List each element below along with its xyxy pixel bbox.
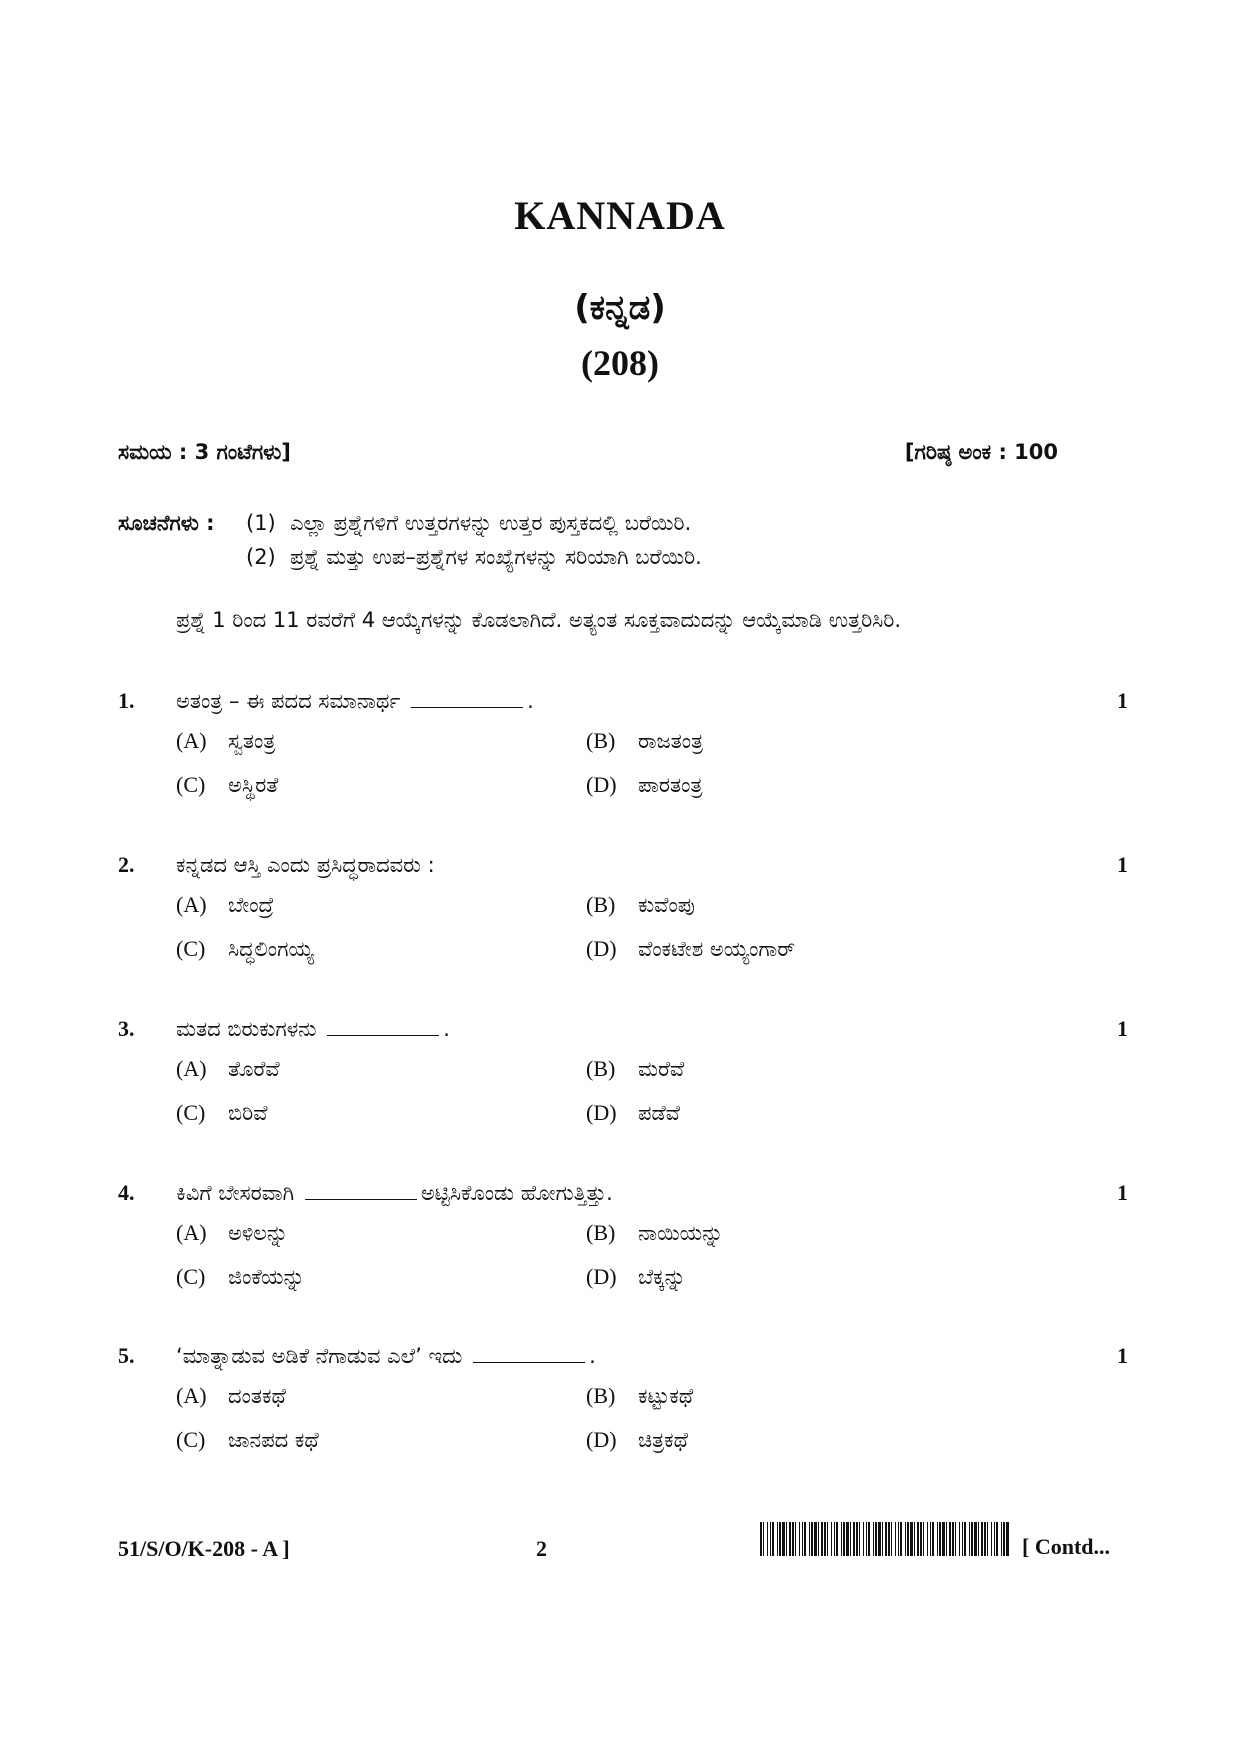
option-text: ಜಾನಪದ ಕಥೆ — [228, 1428, 319, 1452]
option-letter: (B) — [586, 728, 616, 753]
option-letter: (A) — [176, 1383, 207, 1408]
question-number: 3. — [118, 1016, 135, 1041]
option-text: ಕುವೆಂಪು — [638, 893, 695, 917]
option-letter: (A) — [176, 892, 207, 917]
page-number: 2 — [536, 1536, 547, 1561]
instruction-text: ಪ್ರಶ್ನೆ ಮತ್ತು ಉಪ–ಪ್ರಶ್ನೆಗಳ ಸಂಖ್ಯೆಗಳನ್ನು ಸರಿಯಾಗಿ ಬರೆಯಿರಿ. — [290, 545, 702, 569]
answer-option — [586, 1383, 996, 1417]
answer-option — [586, 772, 996, 806]
option-text: ಬಿರಿವೆ — [228, 1101, 268, 1125]
option-text: ಜಿಂಕೆಯನ್ನು — [228, 1265, 305, 1289]
instructions-heading: ಸೂಚನೆಗಳು : — [118, 511, 215, 535]
barcode-icon — [760, 1522, 1015, 1556]
option-letter: (C) — [176, 1100, 206, 1125]
instructions — [118, 506, 702, 574]
answer-option — [586, 936, 996, 970]
option-letter: (B) — [586, 892, 616, 917]
question — [118, 852, 1128, 970]
answer-option — [176, 1100, 586, 1134]
option-letter: (B) — [586, 1056, 616, 1081]
question-marks: 1 — [1117, 1180, 1128, 1205]
question-marks: 1 — [1117, 1343, 1128, 1368]
answer-option — [176, 936, 586, 970]
maximum-marks: [ಗರಿಷ್ಠ ಅಂಕ : 100 — [904, 440, 1058, 464]
paper-code: 51/S/O/K-208 - A ] — [118, 1536, 290, 1561]
answer-option — [176, 1220, 586, 1254]
answer-option — [176, 892, 586, 926]
question-text: ಕಿವಿಗೆ ಬೇಸರವಾಗಿ ಅಟ್ಟಿಸಿಕೊಂಡು ಹೋಗುತ್ತಿತ್ತು. — [176, 1181, 613, 1205]
option-text: ದಂತಕಥೆ — [228, 1384, 286, 1408]
option-letter: (B) — [586, 1220, 616, 1245]
option-text: ಅಸ್ಥಿರತೆ — [228, 773, 279, 797]
question — [118, 688, 1128, 806]
time-allowed: ಸಮಯ : 3 ಗಂಟೆಗಳು] — [118, 440, 291, 464]
option-text: ನಾಯಿಯನ್ನು — [638, 1221, 724, 1245]
option-letter: (B) — [586, 1383, 616, 1408]
answer-option — [176, 772, 586, 806]
answer-option — [586, 1220, 996, 1254]
option-text: ಚಿತ್ರಕಥೆ — [638, 1428, 688, 1452]
option-letter: (C) — [176, 936, 206, 961]
option-text: ಪಡೆವೆ — [638, 1101, 680, 1125]
option-letter: (C) — [176, 1264, 206, 1289]
exam-title: KANNADA — [514, 193, 726, 238]
answer-option — [586, 728, 996, 762]
answer-blank — [411, 689, 523, 708]
question — [118, 1180, 1128, 1298]
option-text: ಬೆಕ್ಕನ್ನು — [638, 1265, 686, 1289]
answer-blank — [305, 1181, 417, 1200]
option-letter: (D) — [586, 772, 617, 797]
answer-option — [176, 1264, 586, 1298]
answer-option — [586, 1264, 996, 1298]
option-letter: (A) — [176, 1056, 207, 1081]
instruction-number: (2) — [246, 545, 276, 569]
option-text: ಪಾರತಂತ್ರ — [638, 773, 703, 797]
question-text: ‘ಮಾತ್ನಾಡುವ ಅಡಿಕೆ ನೆಗಾಡುವ ಎಲೆ’ ಇದು . — [176, 1344, 596, 1368]
answer-option — [176, 1427, 586, 1461]
option-letter: (D) — [586, 1100, 617, 1125]
option-text: ಮರೆವೆ — [638, 1057, 685, 1081]
option-text: ಸ್ವತಂತ್ರ — [228, 729, 276, 753]
option-letter: (D) — [586, 1427, 617, 1452]
answer-option — [586, 892, 996, 926]
question-marks: 1 — [1117, 852, 1128, 877]
option-letter: (D) — [586, 936, 617, 961]
exam-title-kannada: (ಕನ್ನಡ) — [574, 288, 666, 328]
question-number: 4. — [118, 1180, 135, 1205]
question-marks: 1 — [1117, 688, 1128, 713]
answer-option — [176, 1056, 586, 1090]
exam-code: (208) — [581, 343, 659, 383]
option-text: ಬೇಂದ್ರೆ — [228, 893, 274, 917]
option-letter: (C) — [176, 772, 206, 797]
question-text: ಮತದ ಬಿರುಕುಗಳನು . — [176, 1017, 450, 1041]
answer-blank — [327, 1017, 439, 1036]
option-text: ಸಿದ್ಧಲಿಂಗಯ್ಯ — [228, 937, 314, 961]
section-directions: ಪ್ರಶ್ನೆ 1 ರಿಂದ 11 ರವರೆಗೆ 4 ಆಯ್ಕೆಗಳನ್ನು ಕೊಡಲಾಗಿದೆ. ಅತ್ಯಂತ ಸೂಕ್ತವಾದುದನ್ನು ಆಯ್ಕೆಮಾಡಿ ಉತ್ತರಿಸಿರಿ. — [176, 608, 902, 632]
continued-label: [ Contd... — [1022, 1534, 1111, 1559]
option-letter: (A) — [176, 1220, 207, 1245]
answer-option — [176, 1383, 586, 1417]
question-number: 1. — [118, 688, 135, 713]
answer-option — [586, 1100, 996, 1134]
answer-option — [176, 728, 586, 762]
option-text: ಅಳಿಲನ್ನು — [228, 1221, 289, 1245]
option-text: ವೆಂಕಟೇಶ ಅಯ್ಯಂಗಾರ್ — [638, 937, 796, 961]
option-letter: (D) — [586, 1264, 617, 1289]
answer-option — [586, 1427, 996, 1461]
instruction-text: ಎಲ್ಲಾ ಪ್ರಶ್ನೆಗಳಿಗೆ ಉತ್ತರಗಳನ್ನು ಉತ್ತರ ಪುಸ್ತಕದಲ್ಲಿ ಬರೆಯಿರಿ. — [290, 511, 692, 535]
question — [118, 1343, 1128, 1461]
option-text: ರಾಜತಂತ್ರ — [638, 729, 704, 753]
question-text: ಅತಂತ್ರ – ಈ ಪದದ ಸಮಾನಾರ್ಥ . — [176, 689, 534, 713]
question-number: 2. — [118, 852, 135, 877]
question-text: ಕನ್ನಡದ ಆಸ್ತಿ ಎಂದು ಪ್ರಸಿದ್ಧರಾದವರು : — [176, 853, 435, 877]
question-marks: 1 — [1117, 1016, 1128, 1041]
instruction-number: (1) — [246, 511, 276, 535]
option-text: ತೊರೆವೆ — [228, 1057, 280, 1081]
option-text: ಕಟ್ಟುಕಥೆ — [638, 1384, 694, 1408]
option-letter: (C) — [176, 1427, 206, 1452]
answer-blank — [473, 1344, 585, 1363]
question-number: 5. — [118, 1343, 135, 1368]
answer-option — [586, 1056, 996, 1090]
question — [118, 1016, 1128, 1134]
option-letter: (A) — [176, 728, 207, 753]
